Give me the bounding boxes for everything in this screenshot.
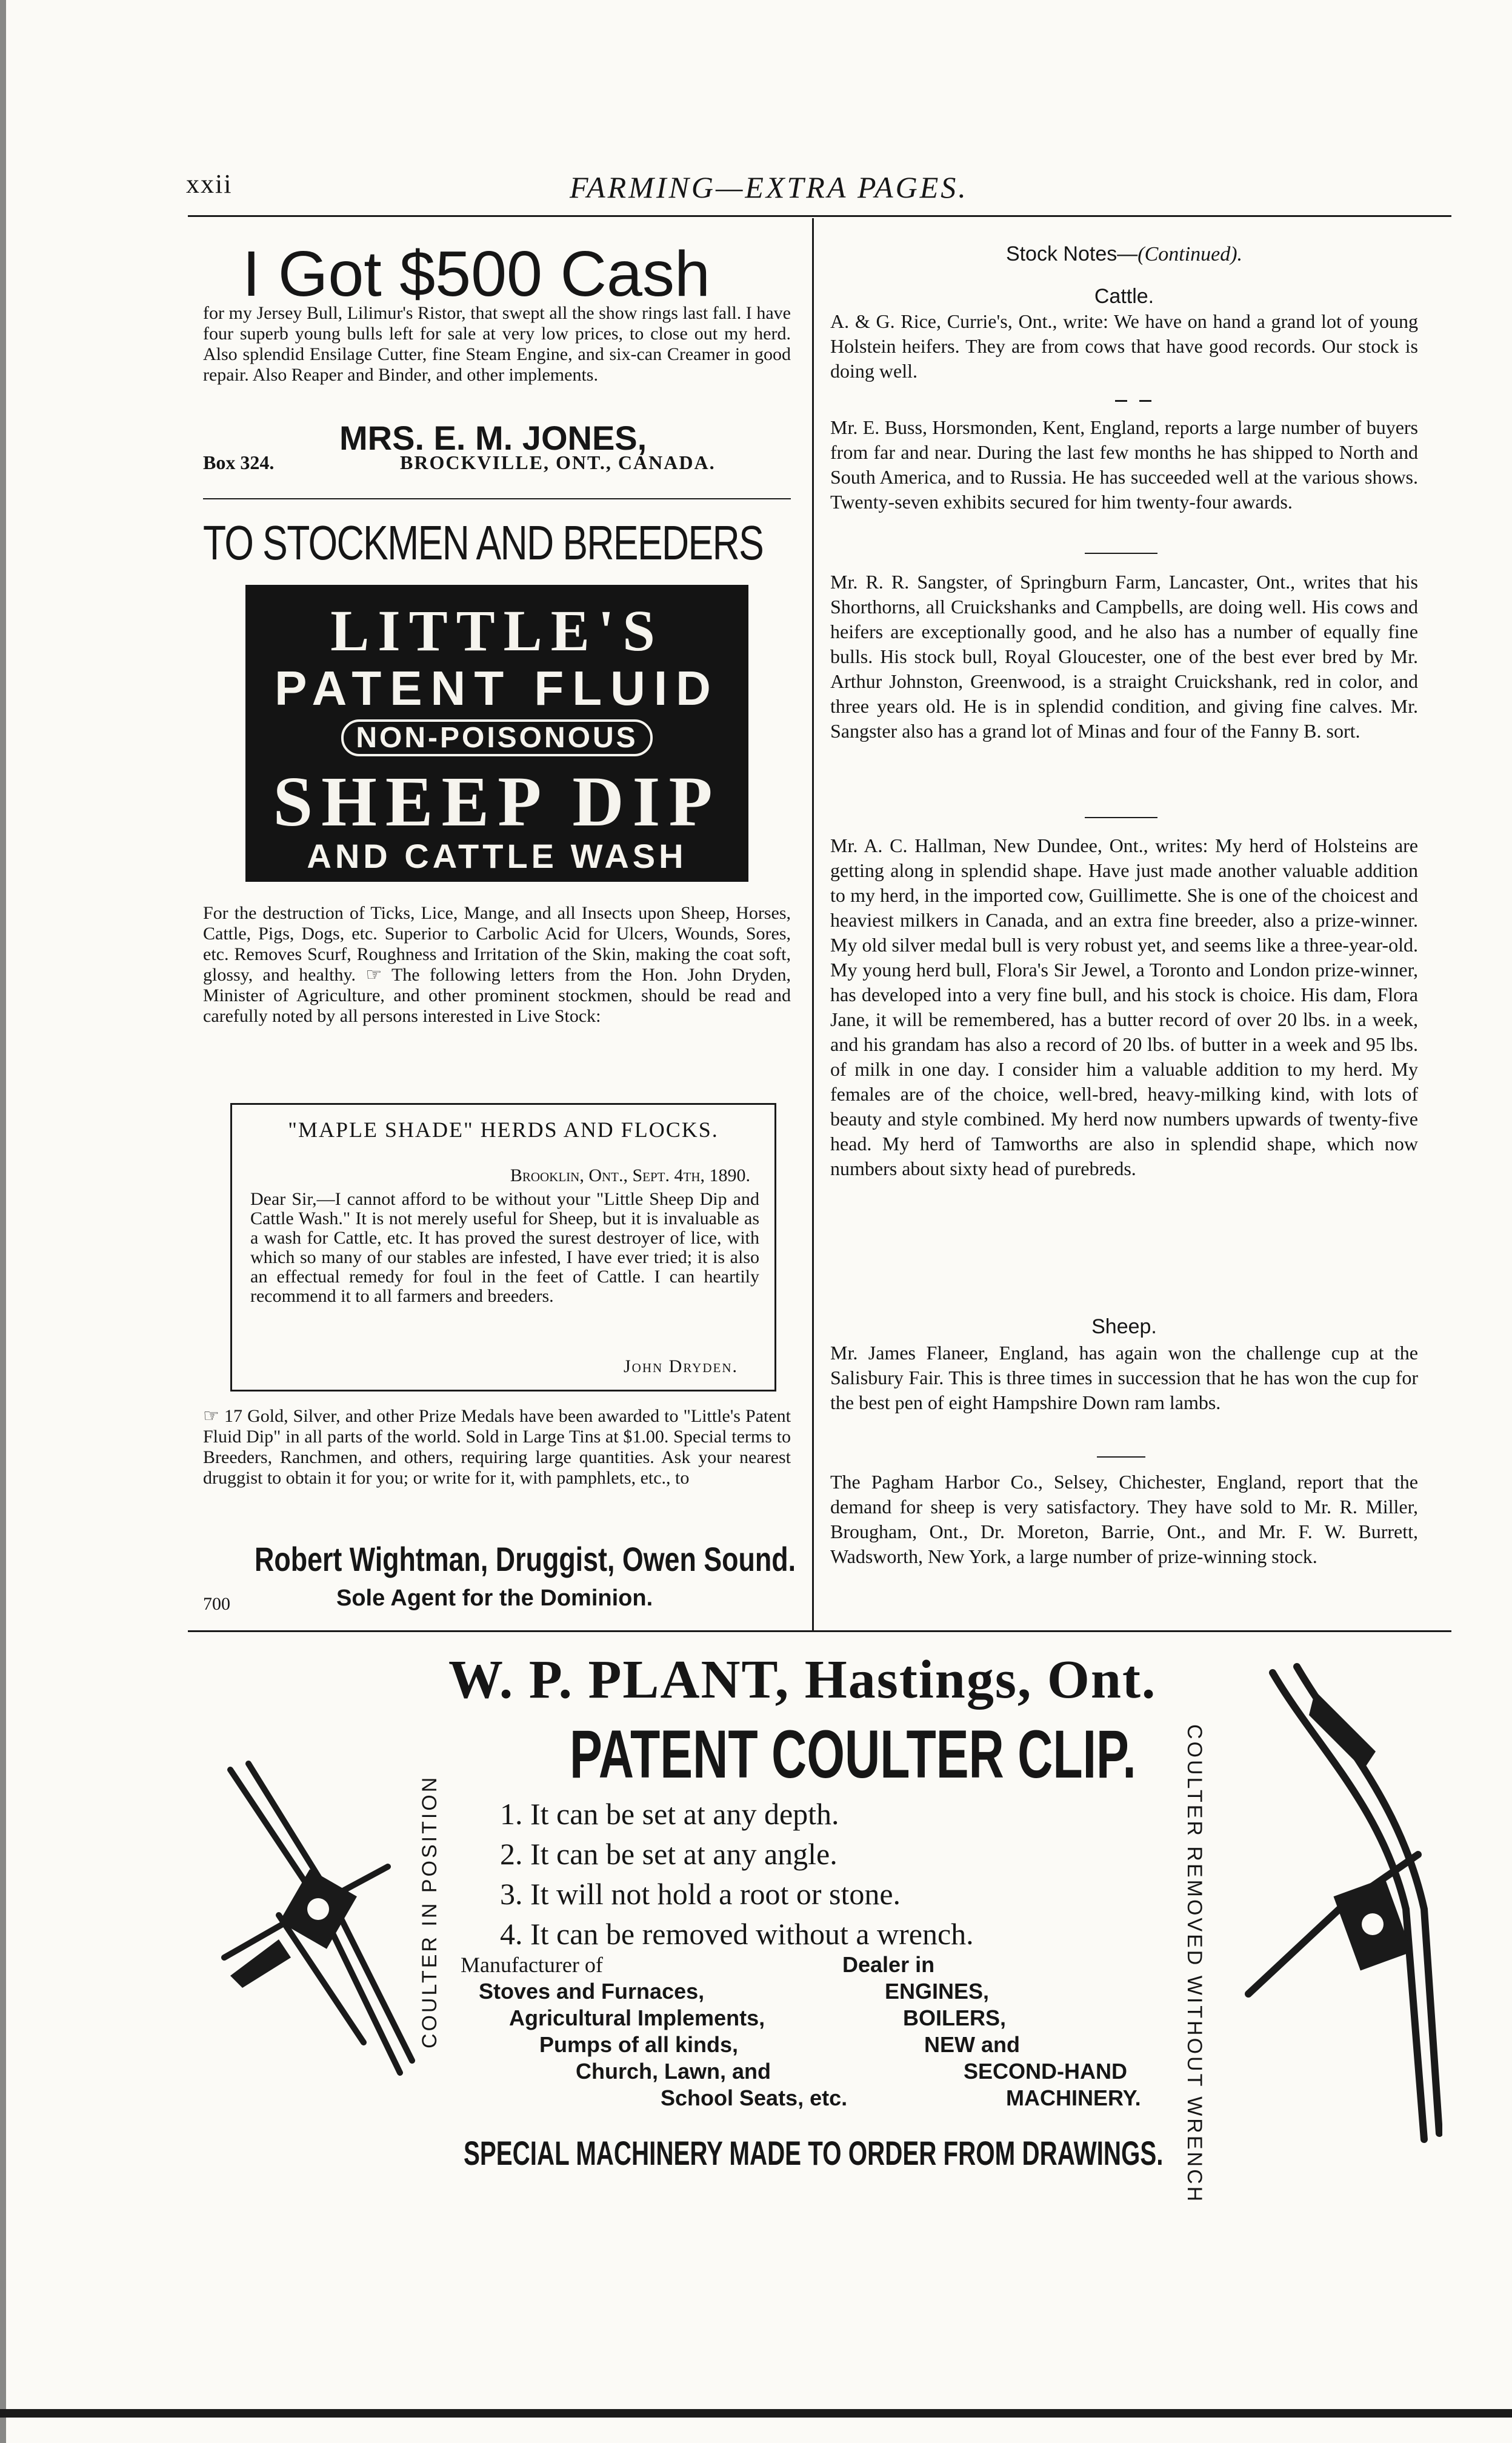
manufacturer-line: Church, Lawn, and [576, 2059, 771, 2084]
jones-ad-headline: I Got $500 Cash [242, 238, 710, 310]
bottom-scan-edge [0, 2409, 1512, 2418]
plant-ad-special: SPECIAL MACHINERY MADE TO ORDER FROM DRAWINGS. [464, 2134, 1164, 2172]
note-sangster: Mr. R. R. Sangster, of Springburn Farm, Lancaster, Ont., writes that his Shorthorns, all Cruickshanks and Campbells, are doing well. His cows and heifers are exceptionally good, and he also has a number of equally fine bulls. His stock bull, Royal Gloucester, one of the best ever bred by Mr. Arthur Johnston, Greenwood, is a straight Cruickshank, red in color, and three years old. He is in splendid condition, and giving fine calves. Mr. Sangster also has a grand lot of Minas and four of the Fanny B. sort. [830, 571, 1418, 742]
dealer-line: MACHINERY. [1006, 2085, 1141, 2110]
logo-line-non-poisonous: NON-POISONOUS [341, 719, 652, 756]
dealer-line: Dealer in [842, 1952, 935, 1977]
letter-title: "MAPLE SHADE" HERDS AND FLOCKS. [288, 1118, 719, 1142]
note-separator [1085, 553, 1157, 554]
note-flaneer: Mr. James Flaneer, England, has again won the challenge cup at the Salisbury Fair. This is three times in succession that he has won the cup for the best pen of eight Hampshire Down ram lambs. [830, 1342, 1418, 1413]
manufacturer-line: Stoves and Furnaces, [479, 1979, 705, 2004]
dealer-list [842, 1951, 1141, 2111]
plant-features-list [500, 1794, 974, 1954]
stock-notes-heading [830, 242, 1418, 266]
stock-notes-heading-continued: (Continued). [1137, 243, 1243, 265]
littles-ad-headline: TO STOCKMEN AND BREEDERS [203, 516, 764, 570]
column-divider [812, 218, 814, 1630]
running-title: FARMING—EXTRA PAGES. [570, 170, 968, 204]
letter-body: Dear Sir,—I cannot afford to be without your "Little Sheep Dip and Cattle Wash." It is not merely useful for Sheep, but it is invaluable as a wash for Cattle, etc. It has proved the surest destroyer of lice, with which so many of our stables are infested, I have ever tried; it is also an effectual remedy for foul in the feet of Cattle. I can heartily recommend it to all farmers and breeders. [250, 1189, 759, 1306]
header-rule [188, 215, 1451, 217]
letter-signature: John Dryden. [623, 1356, 738, 1376]
note-separator [1097, 1456, 1145, 1458]
note-separator [1115, 400, 1127, 402]
letter-place-date: Brooklin, Ont., Sept. 4th, 1890. [510, 1165, 750, 1185]
plant-ad-product: PATENT COULTER CLIP. [570, 1716, 1136, 1792]
note-separator [1085, 817, 1157, 818]
dealer-line: SECOND-HAND [964, 2059, 1127, 2084]
caption-right: COULTER REMOVED WITHOUT WRENCH [1183, 1724, 1206, 2204]
manufacturer-line: Agricultural Implements, [509, 2005, 765, 2030]
dealer-line: BOILERS, [903, 2005, 1007, 2030]
littles-ad-body: For the destruction of Ticks, Lice, Mange, and all Insects upon Sheep, Horses, Cattle, Pigs, Dogs, etc. Superior to Carbolic Acid for Ulcers, Wounds, Sores, etc. Removes Scurf, Roughness and Irritation of the Skin, making the coat soft, glossy, and healthy. ☞ The following letters from the Hon. John Dryden, Minister of Agriculture, and other prominent stockmen, should be read and carefully noted by all persons interested in Live Stock: [203, 903, 791, 1026]
ad-divider [203, 498, 791, 499]
littles-ad-medals: ☞ 17 Gold, Silver, and other Prize Medals have been awarded to "Little's Patent Fluid Dip" in all parts of the world. Sold in Large Tins at $1.00. Special terms to Breeders, Ranchmen, and others, requiring large quantities. Ask your nearest druggist to obtain it for you; or write for it, with pamphlets, etc., to [203, 1406, 791, 1488]
testimonial-letter [230, 1103, 776, 1391]
feature-item: 1. It can be set at any depth. [500, 1797, 839, 1831]
littles-ad-druggist: Robert Wightman, Druggist, Owen Sound. [255, 1540, 796, 1578]
section-rule [188, 1630, 1451, 1632]
coulter-clip-left-illustration [206, 1758, 424, 2097]
logo-line-non-poisonous-wrap [245, 721, 748, 755]
note-rice: A. & G. Rice, Currie's, Ont., write: We have on hand a grand lot of young Holstein heifers. They are from cows that have good records. Our stock is doing well. [830, 310, 1418, 382]
logo-line-patent-fluid: PATENT FLUID [275, 661, 719, 715]
note-separator [1139, 400, 1151, 402]
logo-line-cattle-wash: AND CATTLE WASH [307, 837, 687, 875]
manufacturer-line: Pumps of all kinds, [539, 2032, 739, 2057]
dealer-line: NEW and [924, 2032, 1020, 2057]
plant-ad-title: W. P. PLANT, Hastings, Ont. [448, 1650, 1157, 1710]
feature-item: 4. It can be removed without a wrench. [500, 1917, 974, 1951]
caption-left: COULTER IN POSITION [418, 1775, 441, 2048]
logo-line-littles: LITTLE'S [330, 598, 664, 663]
manufacturer-line: School Seats, etc. [661, 2085, 848, 2110]
littles-ad-agent: Sole Agent for the Dominion. [336, 1585, 653, 1611]
logo-line-sheep-dip: SHEEP DIP [273, 762, 721, 841]
note-pagham: The Pagham Harbor Co., Selsey, Chichester, England, report that the demand for sheep is very satisfactory. They have sold to Mr. R. Miller, Brougham, Ont., Dr. Moreton, Barrie, Ont., and Mr. F. W. Burrett, Wadsworth, New York, a large number of prize-winning stock. [830, 1471, 1418, 1567]
jones-ad-body: for my Jersey Bull, Lilimur's Ristor, that swept all the show rings last fall. I have four superb young bulls left for sale at very low prices, to close out my herd. Also splendid Ensilage Cutter, fine Steam Engine, and six-can Creamer in good repair. Also Reaper and Binder, and other implements. [203, 303, 791, 385]
feature-item: 2. It can be set at any angle. [500, 1837, 838, 1871]
note-buss: Mr. E. Buss, Horsmonden, Kent, England, reports a large number of buyers from far and near. During the last few months he has shipped to North and South America, and to Russia. He has succeeded well at the various shows. Twenty-seven exhibits secured for him twenty-four awards. [830, 416, 1418, 513]
left-scan-edge [0, 0, 6, 2443]
stock-notes-heading-text: Stock Notes— [1005, 242, 1138, 265]
coulter-clip-right-illustration [1224, 1655, 1442, 2158]
cattle-heading: Cattle. [1094, 285, 1154, 308]
sheep-dip-logo [245, 585, 748, 882]
manufacturer-line: Manufacturer of [461, 1953, 603, 1977]
manufacturer-list [461, 1951, 847, 2111]
feature-item: 3. It will not hold a root or stone. [500, 1877, 901, 1911]
jones-ad-city: BROCKVILLE, ONT., CANADA. [400, 452, 716, 473]
page-number: xxii [186, 169, 233, 199]
ad-number: 700 [203, 1594, 230, 1614]
sheep-heading: Sheep. [1091, 1315, 1157, 1338]
jones-ad-name: MRS. E. M. JONES, [339, 419, 647, 457]
dealer-line: ENGINES, [885, 1979, 990, 2004]
jones-ad-box: Box 324. [203, 452, 275, 473]
note-hallman: Mr. A. C. Hallman, New Dundee, Ont., writes: My herd of Holsteins are getting along in splendid shape. Have just made another valuable addition to my herd, in the imported cow, Guillimette. She is one of the choicest and heaviest milkers in Canada, and an extra fine breeder, also a prize-winner. My old silver medal bull is very robust yet, and seems like a three-year-old. My young herd bull, Flora's Sir Jewel, a Toronto and London prize-winner, has developed into a very fine bull, and his stock is choice. His dam, Flora Jane, it will be remembered, has a butter record of over 20 lbs. in a week, and his grandam has also a record of 20 lbs. of butter in a week and 95 lbs. of milk in one day. I consider him a valuable addition to my herd. My females are of the choice, well-bred, heavy-milking kind, with lots of beauty and style combined. My herd now numbers upwards of twenty-five head. My herd of Tamworths are also in splendid shape, which now numbers about sixty head of purebreds. [830, 835, 1418, 1179]
